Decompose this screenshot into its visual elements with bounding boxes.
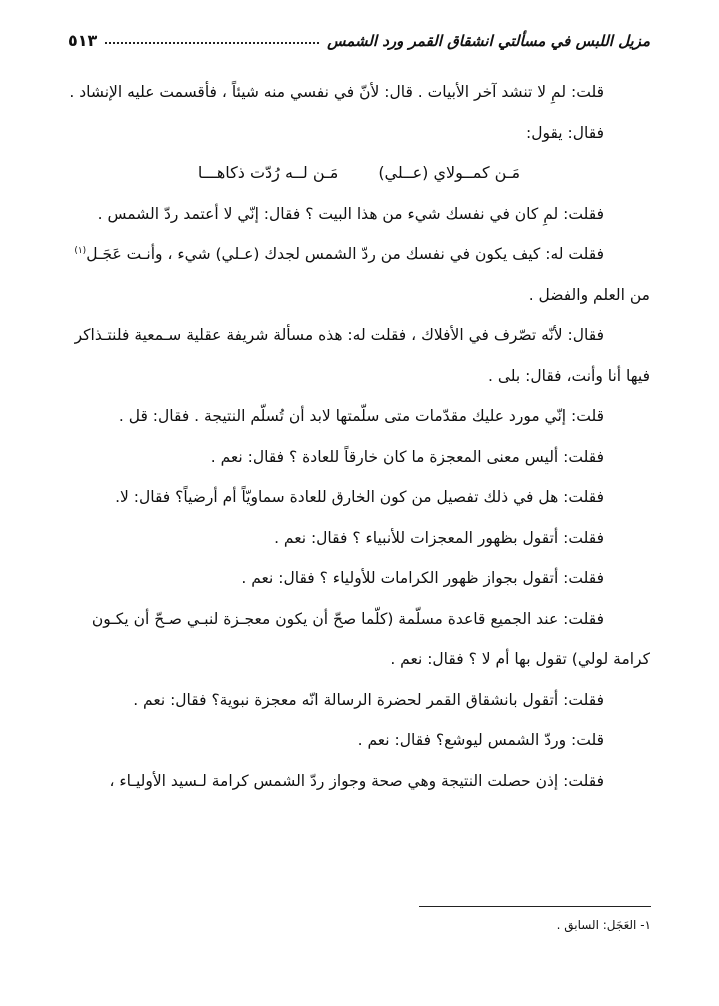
paragraph: فقلت: أتقول بظهور المعجزات للأنبياء ؟ فقال: نعم . bbox=[274, 528, 604, 547]
paragraph: فيها أنا وأنت، فقال: بلى . bbox=[487, 366, 650, 385]
page-number: ٥١٣ bbox=[68, 31, 98, 50]
page-header bbox=[68, 24, 650, 50]
footnote: ١- العَجَل: السابق . bbox=[556, 918, 651, 932]
poem-verse bbox=[68, 153, 650, 194]
paragraph-text: فقلت له: كيف يكون في نفسك من ردّ الشمس لجدك (عـلي) شيء ، وأنـت عَجَـل bbox=[86, 245, 604, 263]
footnote-reference: (١) bbox=[74, 245, 87, 256]
footnote-divider bbox=[419, 906, 651, 907]
verse-hemistich-second: مَـن لــه رُدّت ذكاهـــا bbox=[197, 163, 339, 182]
paragraph: فقال: يقول: bbox=[525, 123, 604, 142]
paragraph: فقلت: أتقول بانشقاق القمر لحضرة الرسالة انّه معجزة نبوية؟ فقال: نعم . bbox=[133, 690, 604, 709]
dotted-leader bbox=[105, 42, 319, 44]
paragraph: فقلت: هل في ذلك تفصيل من كون الخارق للعادة سماويّاً أم أرضياً؟ فقال: لا. bbox=[115, 488, 604, 506]
paragraph: فقلت: لمِ كان في نفسك شيء من هذا البيت ؟ فقال: إنّي لا أعتمد ردّ الشمس . bbox=[97, 204, 604, 223]
running-title: مزيل اللبس في مسألتي انشقاق القمر ورد الشمس bbox=[327, 32, 650, 50]
paragraph: فقلت: إذن حصلت النتيجة وهي صحة وجواز ردّ الشمس كرامة لـسيد الأوليـاء ، bbox=[109, 771, 604, 790]
paragraph: قلت: إنّي مورد عليك مقدّمات متى سلّمتها لابد أن تُسلّم النتيجة . فقال: قل . bbox=[118, 407, 604, 425]
paragraph: كرامة لولي) تقول بها أم لا ؟ فقال: نعم . bbox=[390, 650, 650, 668]
verse-hemistich-first: مَـن كمــولاي (عــلي) bbox=[378, 163, 521, 182]
paragraph: فقلت: أتقول بجواز ظهور الكرامات للأولياء ؟ فقال: نعم . bbox=[241, 569, 604, 587]
paragraph: فقال: لأنّه تصّرف في الأفلاك ، فقلت له: هذه مسألة شريفة عقلية سـمعية فلنتـذاكر bbox=[74, 326, 604, 344]
paragraph: فقلت: عند الجميع قاعدة مسلّمة (كلّما صحّ أن يكون معجـزة لنبـي صـحّ أن يكـون bbox=[91, 609, 604, 628]
paragraph bbox=[68, 234, 650, 275]
body-text bbox=[68, 72, 650, 801]
paragraph: فقلت: أليس معنى المعجزة ما كان خارقاً للعادة ؟ فقال: نعم . bbox=[210, 447, 604, 466]
paragraph: قلت: وردّ الشمس ليوشع؟ فقال: نعم . bbox=[357, 731, 604, 749]
paragraph: من العلم والفضل . bbox=[528, 285, 650, 304]
paragraph: قلت: لمِ لا تنشد آخر الأبيات . قال: لأنّ في نفسي منه شيئاً ، فأقسمت عليه الإنشاد . bbox=[69, 83, 604, 101]
